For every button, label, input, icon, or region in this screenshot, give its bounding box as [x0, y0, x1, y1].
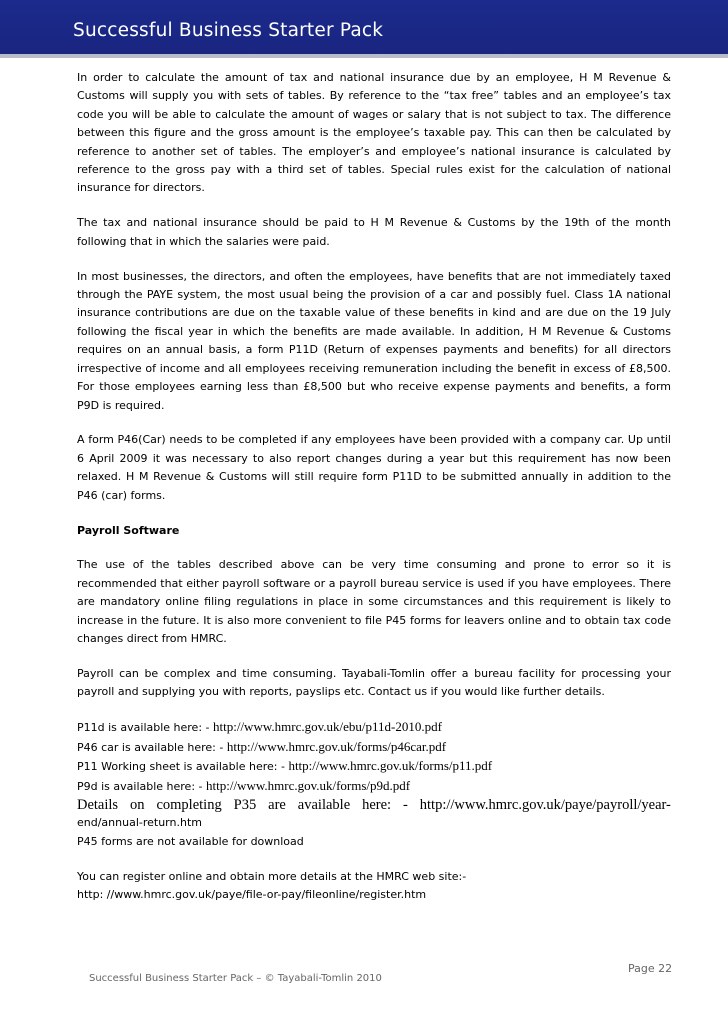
p35-word: here: — [362, 796, 392, 813]
p35-word: available — [297, 796, 351, 813]
register-text: You can register online and obtain more details at the HMRC web site:- — [77, 869, 467, 883]
link-line-p9d — [77, 777, 671, 796]
paragraph-payroll-software: The use of the tables described above can be very time consuming and prone to error so it is recommended that either payroll software or a payroll bureau service is used if you have employees. There are mandatory online filing regulations in place in some circumstances and this requirement is likely to increase in the future. It is also more convenient to file P45 forms for leavers online and to obtain tax code changes direct from HMRC. — [77, 558, 671, 646]
link-p35-end[interactable]: end/annual-return.htm — [77, 816, 202, 830]
register-block — [77, 868, 671, 905]
link-line-p11d — [77, 718, 671, 737]
header-bar — [0, 0, 728, 58]
paragraph-benefits-in-kind: In most businesses, the directors, and often the employees, have benefits that are not immediately taxed through the PAYE system, the most usual being the provision of a car and possibly fuel. Class 1A national insurance contributions are due on the taxable value of these benefits in kind and are due on the 19 July following the fiscal year in which the benefits are made available. In addition, H M Revenue & Customs requires on an annual basis, a form P11D (Return of expenses payments and benefits) for all directors irrespective of income and all employees receiving remuneration including the benefit in excess of £8,500. For those employees earning less than £8,500 but who receive expense payments and benefits, a form P9D is required. — [77, 269, 671, 412]
form-links-list — [77, 718, 671, 851]
p35-word: are — [268, 796, 286, 813]
document-body — [77, 69, 671, 904]
link-label-p46: P46 car is available here: - — [77, 740, 227, 754]
link-label-p11: P11 Working sheet is available here: - — [77, 760, 289, 774]
paragraph-bureau-service: Payroll can be complex and time consuming. Tayabali-Tomlin offer a bureau facility for processing your payroll and supplying you with reports, payslips etc. Contact us if you would like further details. — [77, 666, 671, 699]
link-register[interactable]: http: //www.hmrc.gov.uk/paye/file-or-pay/fileonline/register.htm — [77, 888, 427, 902]
p35-word: Details — [77, 796, 119, 813]
footer-copyright: Successful Business Starter Pack – © Tayabali-Tomlin 2010 — [89, 973, 382, 984]
page-number: Page 22 — [628, 962, 673, 975]
link-p46[interactable]: http://www.hmrc.gov.uk/forms/p46car.pdf — [226, 738, 447, 754]
paragraph-tax-tables: In order to calculate the amount of tax and national insurance due by an employee, H M Revenue & Customs will supply you with sets of tables. By reference to the “tax free” tables and an employee’s tax code you will be able to calculate the amount of wages or salary that is not subject to tax. The difference between this figure and the gross amount is the employee’s taxable pay. This can then be calculated by reference to another set of tables. The employer’s and employee’s national insurance is calculated by reference to the gross pay with a third set of tables. Special rules exist for the calculation of national insurance for directors. — [77, 71, 671, 195]
link-line-p11 — [77, 757, 671, 776]
link-label-p9d: P9d is available here: - — [77, 779, 206, 793]
link-p35-start[interactable]: http://www.hmrc.gov.uk/paye/payroll/year- — [419, 796, 671, 813]
link-label-p11d: P11d is available here: - — [77, 721, 213, 735]
p45-note: P45 forms are not available for download — [77, 834, 304, 848]
link-line-p46 — [77, 738, 671, 757]
p35-word: on — [130, 796, 145, 813]
link-p9d[interactable]: http://www.hmrc.gov.uk/forms/p9d.pdf — [206, 777, 411, 793]
document-title: Successful Business Starter Pack — [73, 20, 384, 41]
section-heading-payroll-software: Payroll Software — [77, 523, 180, 537]
paragraph-p46-car: A form P46(Car) needs to be completed if any employees have been provided with a company car. Up until 6 April 2009 it was necessary to also report changes during a year but this requirement has now been relaxed. H M Revenue & Customs will still require form P11D to be submitted annually in addition to the P46 (car) forms. — [77, 433, 671, 502]
paragraph-payment-deadline: The tax and national insurance should be paid to H M Revenue & Customs by the 19th of the month following that in which the salaries were paid. — [77, 216, 671, 248]
link-line-p35 — [77, 796, 671, 814]
p35-word: P35 — [233, 796, 257, 813]
link-p11[interactable]: http://www.hmrc.gov.uk/forms/p11.pdf — [288, 758, 493, 774]
p35-word: - — [403, 796, 408, 813]
p35-word: completing — [156, 796, 222, 813]
link-p11d[interactable]: http://www.hmrc.gov.uk/ebu/p11d-2010.pdf — [213, 719, 442, 735]
